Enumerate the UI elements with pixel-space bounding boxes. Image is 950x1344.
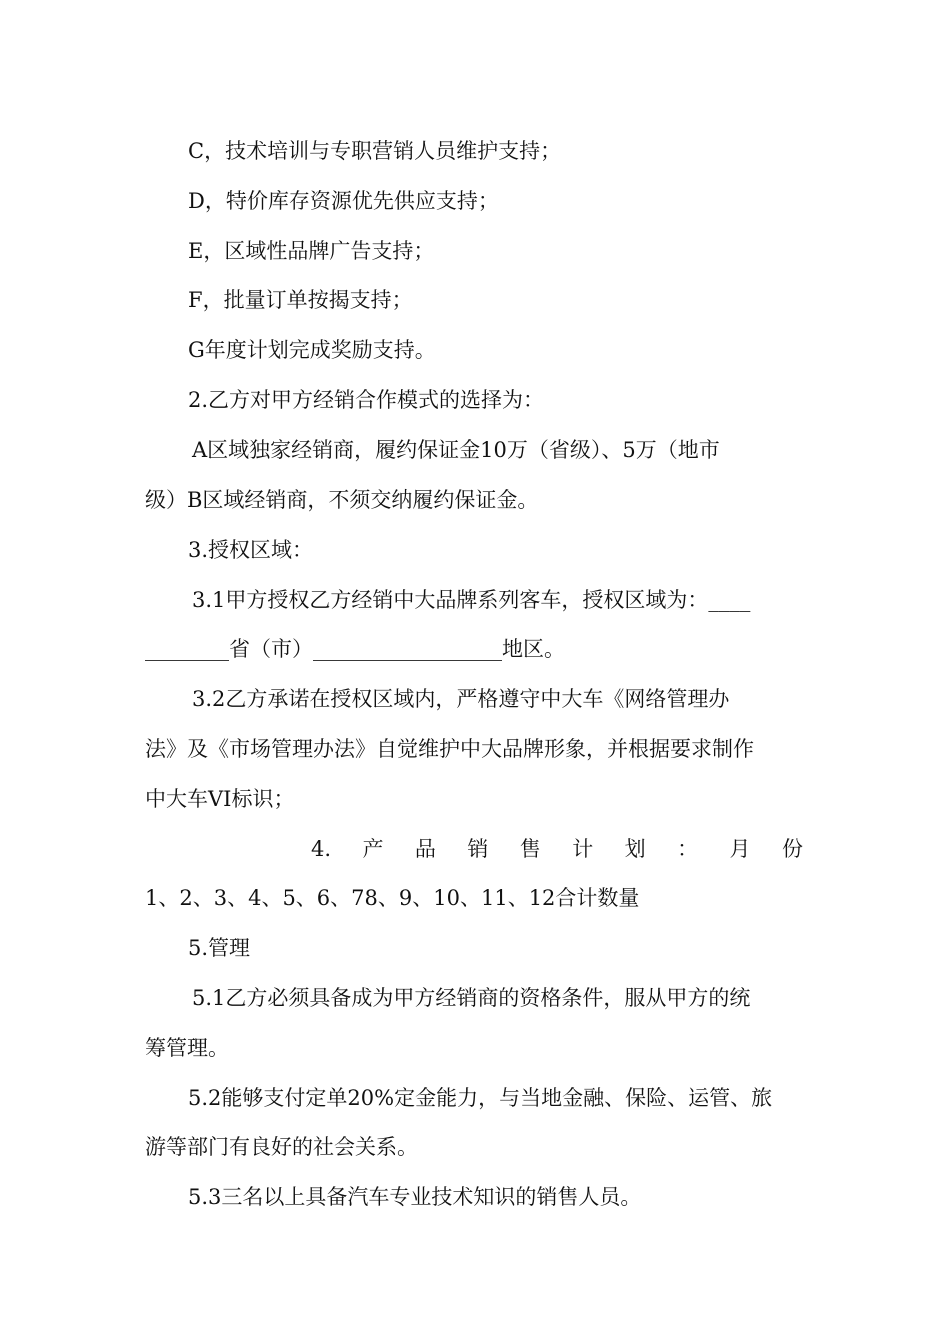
support-item-g: G年度计划完成奖励支持。 — [188, 338, 436, 362]
sales-plan-token: 份 — [781, 837, 803, 861]
authorized-region-line-1: 3.1甲方授权乙方经销中大品牌系列客车，授权区域为：____ — [192, 588, 751, 612]
support-item-f: F，批量订单按揭支持； — [188, 288, 413, 312]
sales-plan-token: 计 — [572, 837, 594, 861]
authorized-region-line-2: ________省（市）__________________地区。 — [145, 637, 565, 661]
sales-staff-requirement: 5.3三名以上具备汽车专业技术知识的销售人员。 — [188, 1185, 642, 1209]
support-item-e: E，区域性品牌广告支持； — [188, 239, 435, 263]
qualification-line-1: 5.1乙方必须具备成为甲方经销商的资格条件，服从甲方的统 — [192, 986, 751, 1010]
qualification-line-2: 筹管理。 — [145, 1036, 229, 1060]
support-item-d: D，特价库存资源优先供应支持； — [188, 189, 499, 213]
section-3-heading: 3.授权区域： — [188, 538, 314, 562]
sales-plan-token: 售 — [519, 837, 541, 861]
sales-plan-heading — [311, 834, 803, 864]
deposit-capability-line-1: 5.2能够支付定单20%定金能力，与当地金融、保险、运管、旅 — [188, 1086, 773, 1110]
sales-plan-token: 产 — [362, 837, 384, 861]
sales-plan-token: 划 — [624, 837, 646, 861]
sales-plan-token: 月 — [729, 837, 751, 861]
sales-plan-token: 品 — [414, 837, 436, 861]
section-2-heading: 2.乙方对甲方经销合作模式的选择为： — [188, 388, 545, 412]
cooperation-mode-line-2: 级）B区域经销商，不须交纳履约保证金。 — [145, 488, 539, 512]
sales-plan-token: 4. — [311, 837, 332, 861]
support-item-c: C，技术培训与专职营销人员维护支持； — [188, 139, 562, 163]
deposit-capability-line-2: 游等部门有良好的社会关系。 — [145, 1135, 418, 1159]
network-management-line-3: 中大车VI标识； — [145, 787, 295, 811]
sales-plan-token: ： — [677, 837, 699, 861]
section-5-heading: 5.管理 — [188, 936, 251, 960]
sales-plan-months: 1、2、3、4、5、6、78、9、10、11、12合计数量 — [145, 886, 640, 910]
network-management-line-2: 法》及《市场管理办法》自觉维护中大品牌形象，并根据要求制作 — [145, 737, 754, 761]
sales-plan-token: 销 — [467, 837, 489, 861]
cooperation-mode-line-1: A区域独家经销商，履约保证金10万（省级）、5万（地市 — [192, 438, 720, 462]
network-management-line-1: 3.2乙方承诺在授权区域内，严格遵守中大车《网络管理办 — [192, 687, 730, 711]
